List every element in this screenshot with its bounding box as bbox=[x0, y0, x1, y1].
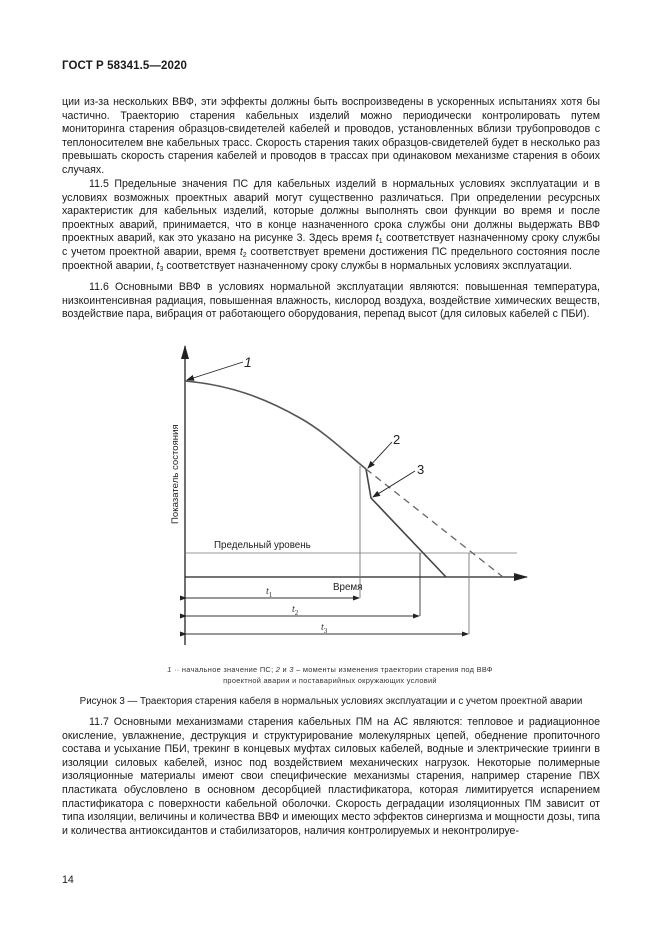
t3-label: $t_3$ bbox=[321, 622, 328, 635]
t2-label: $t_2$ bbox=[292, 604, 299, 617]
legend-and: и bbox=[280, 665, 290, 674]
aging-curve bbox=[185, 381, 366, 469]
paragraph-continuation bbox=[62, 96, 600, 178]
legend-num-1: 1 bbox=[167, 665, 172, 674]
t2-subscript: 2 bbox=[242, 251, 247, 259]
x-axis-label: Время bbox=[333, 582, 363, 593]
legend-text-1: ·· начальное значение ПС; bbox=[171, 665, 276, 674]
marker-2-leader bbox=[368, 442, 392, 468]
p11-5-part-b: соответствует назначенному сроку службы с учетом проектной аварии, время bbox=[62, 232, 601, 258]
marker-1-label: 1 bbox=[244, 354, 252, 370]
paragraph-text: ции из-за нескольких ВВФ, эти эффекты должны быть воспроизведены в ускоренных испытаниях хотя бы частично. Траекторию старения кабельных изделий можно периодически контролировать путем мониторинга старения образцов-свидетелей кабелей и проводов, установленных вблизи трубопроводов с теплоносителем вне кабельных трасс. Скорость старения таких образцов-свидетелей будет в несколько раз превышать скорость старения кабелей и проводов в трассах при одинаковом механизме старения в обоих случаях. bbox=[62, 96, 600, 176]
marker-3-leader bbox=[373, 471, 415, 497]
p11-5-part-d: соответствует назначенному сроку службы в нормальных условиях эксплуатации. bbox=[163, 259, 573, 272]
legend-num-2: 2 bbox=[275, 665, 281, 674]
legend-text-rest: – моменты изменения траектории старения под ВВФ bbox=[293, 665, 493, 674]
paragraph-11-6 bbox=[62, 281, 600, 322]
y-axis-label: Показатель состояния bbox=[170, 424, 181, 524]
p11-5-part-a: 11.5 Предельные значения ПС для кабельных изделий в нормальных условиях эксплуатации и в условиях возможных проектных аварий могут существенно различаться. При определении ресурсных характеристик для кабельных изделий, которые должны выполнять свои функции во время и после проектных аварий, принимается, что в конце назначенного срока службы они должны выдержать ВВФ проектных аварий, как это указано на рисунке 3. Здесь время bbox=[62, 178, 600, 245]
figure-caption: Рисунок 3 — Траектория старения кабеля в нормальных условиях эксплуатации и с учетом проектной аварии bbox=[79, 696, 583, 707]
figure-legend bbox=[120, 664, 540, 686]
legend-line-2: проектной аварии и поставарийных окружающих условий bbox=[223, 676, 437, 685]
p11-5-part-c: соответствует времени достижения ПС предельного состояния после проектной аварии, bbox=[62, 245, 600, 272]
t2-symbol: t bbox=[239, 245, 243, 258]
page-number: 14 bbox=[62, 874, 74, 886]
normal-trajectory-dashed bbox=[366, 469, 503, 577]
t1-label: $t_1$ bbox=[266, 586, 273, 599]
t3-subscript: 3 bbox=[159, 265, 164, 273]
legend-num-3: 3 bbox=[289, 665, 294, 674]
limit-level-label: Предельный уровень bbox=[214, 540, 311, 551]
marker-3-label: 3 bbox=[417, 462, 425, 477]
document-header: ГОСТ Р 58341.5—2020 bbox=[62, 60, 187, 72]
t1-symbol: t bbox=[375, 232, 379, 245]
figure-3-diagram bbox=[150, 338, 550, 658]
marker-2-label: 2 bbox=[393, 432, 401, 447]
t3-symbol: t bbox=[156, 259, 160, 272]
paragraph-11-7 bbox=[62, 716, 600, 838]
paragraph-11-5 bbox=[62, 178, 600, 273]
t1-subscript: 1 bbox=[378, 238, 383, 246]
marker-1-leader bbox=[187, 362, 243, 380]
paragraph-text: 11.6 Основными ВВФ в условиях нормальной эксплуатации являются: повышенная температура, низкоинтенсивная радиация, повышенная влажность, кислород воздуха, воздействие химических веществ, воздействие пара, вибрация от работающего оборудования, перепад высот (для силовых кабелей с ПБИ). bbox=[62, 281, 600, 321]
paragraph-text: 11.7 Основными механизмами старения кабельных ПМ на АС являются: тепловое и радиационное окисление, увлажнение, деструкция и структурирование молекулярных цепей, обеднение пропиточного состава и усыхание ПБИ, трекинг в концевых муфтах силовых кабелей, водные и электрические триинги в изоляции силовых кабелей, износ под воздействием механических нагрузок. Некоторые полимерные изоляционные материалы имеют свои специфические механизмы старения, например старение ПВХ пластиката обусловлено в основном десорбцией пластификатора, которая лимитируется испарением пластификатора с поверхности кабельной оболочки. Скорость деградации изоляционных ПМ зависит от типа изоляции, величины и количества ВВФ и имеющих место эффектов синергизма и мощности дозы, типа и количества антиоксидантов и стабилизаторов, наличия контролируемых и неконтролируе- bbox=[62, 716, 600, 837]
